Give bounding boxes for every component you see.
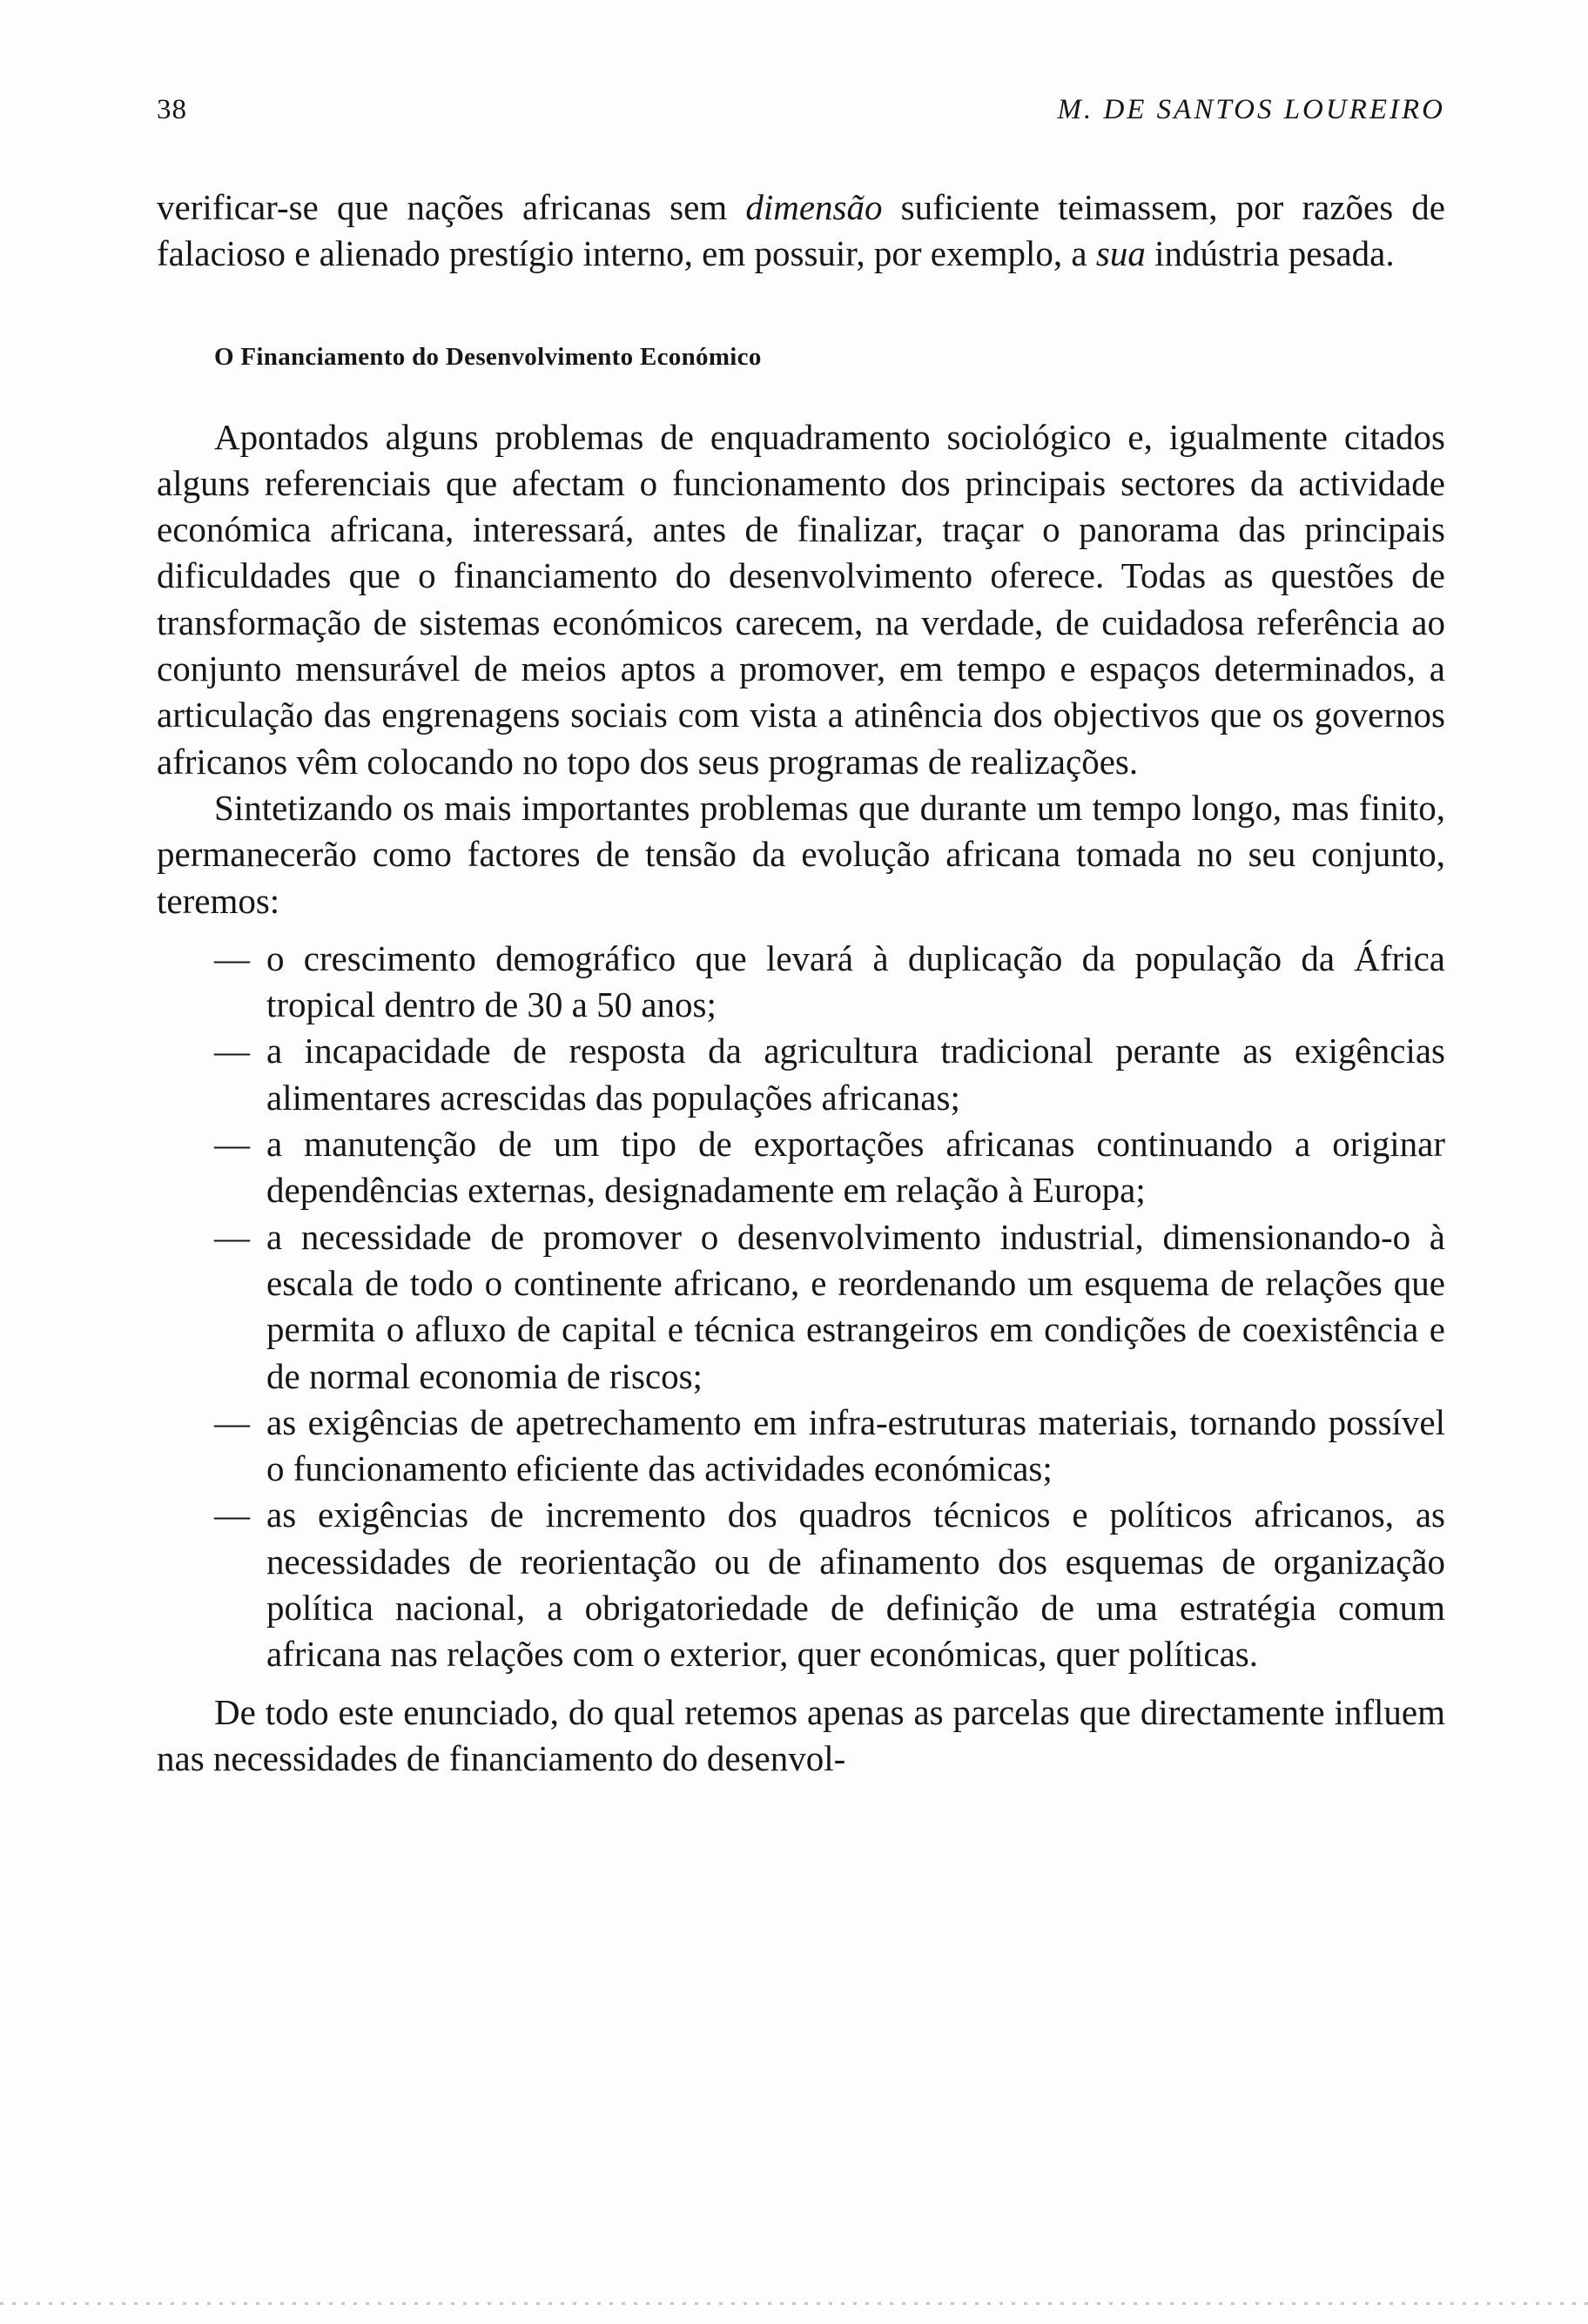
list-item (157, 1214, 1445, 1400)
opening-text-1: verificar-se que nações africanas sem (157, 187, 746, 227)
list-item-text: as exigências de apetrechamento em infra-estruturas materiais, tornando possível o funcionamento eficiente das actividades económicas; (266, 1401, 1445, 1489)
dash-marker: — (214, 1494, 250, 1535)
paragraph-1: Apontados alguns problemas de enquadramento sociológico e, igualmente citados alguns referenciais que afectam o funcionamento dos principais sectores da actividade económica africana, interessará, antes de finalizar, traçar o panorama das principais dificuldades que o financiamento do desenvolvimento oferece. Todas as questões de transformação de sistemas económicos carecem, na verdade, de cuidadosa referência ao conjunto mensurável de meios aptos a promover, em tempo e espaços determinados, a articulação das engrenagens sociais com vista a atinência dos objectivos que os governos africanos vêm colocando no topo dos seus programas de realizações. (157, 416, 1445, 782)
page-number: 38 (157, 94, 187, 125)
list-item-text: o crescimento demográfico que levará à duplicação da população da África tropical dentro de 30 a 50 anos; (266, 937, 1445, 1025)
list-item-text: a necessidade de promover o desenvolvimento industrial, dimensionando-o à escala de todo o continente africano, e reordenando um esquema de relações que permita o afluxo de capital e técnica estrangeiros em condições de coexistência e de normal economia de riscos; (266, 1216, 1445, 1396)
dash-marker: — (214, 1216, 250, 1257)
list-item (157, 1028, 1445, 1121)
running-head: M. DE SANTOS LOUREIRO (1057, 94, 1445, 125)
list-item-text: as exigências de incremento dos quadros técnicos e políticos africanos, as necessidades de reorientação ou de afinamento dos esquemas de organização política nacional, a obrigatoriedade de definição de uma estratégia comum africana nas relações com o exterior, quer económicas, quer políticas. (266, 1494, 1445, 1675)
emphasis-sua: sua (1095, 233, 1146, 274)
dash-marker: — (214, 937, 250, 978)
body-text (157, 185, 1445, 1782)
scan-edge-artifact (0, 2302, 1588, 2305)
opening-text-3: indústria pesada. (1145, 233, 1395, 274)
problems-list (157, 936, 1445, 1678)
dash-marker: — (214, 1124, 250, 1165)
list-item (157, 1400, 1445, 1493)
opening-text-2: suficiente teimassem, por razões de falacioso e alienado prestígio interno, em possuir, por exemplo, a (157, 187, 1445, 274)
opening-paragraph (157, 185, 1445, 278)
list-item (157, 1492, 1445, 1677)
emphasis-dimensao: dimensão (745, 187, 883, 227)
page-header (157, 94, 1445, 146)
list-item-text: a manutenção de um tipo de exportações africanas continuando a originar dependências externas, designadamente em relação à Europa; (266, 1124, 1445, 1211)
list-item-text: a incapacidade de resposta da agricultura tradicional perante as exigências alimentares acrescidas das populações africanas; (266, 1031, 1445, 1118)
closing-paragraph: De todo este enunciado, do qual retemos apenas as parcelas que directamente influem nas necessidades de financiamento do desenvol- (157, 1691, 1445, 1778)
dash-marker: — (214, 1031, 250, 1071)
section-heading: O Financiamento do Desenvolvimento Económico (214, 342, 762, 371)
paragraph-2: Sintetizando os mais importantes problemas que durante um tempo longo, mas finito, permanecerão como factores de tensão da evolução africana tomada no seu conjunto, teremos: (157, 787, 1445, 921)
list-item (157, 1121, 1445, 1214)
dash-marker: — (214, 1401, 250, 1442)
list-item (157, 936, 1445, 1029)
